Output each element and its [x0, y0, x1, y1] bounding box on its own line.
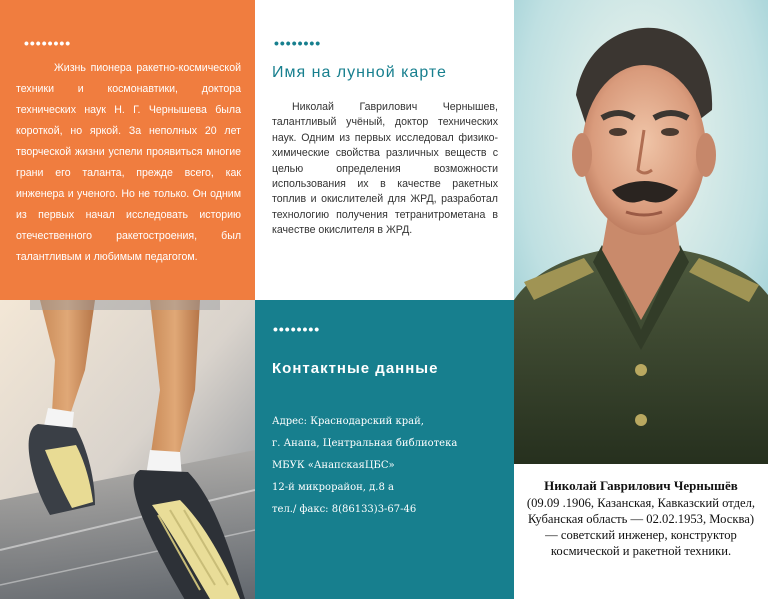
intro-panel [0, 0, 255, 300]
lunar-map-heading: Имя на лунной карте [272, 64, 447, 81]
intro-text: Жизнь пионера ракетно-космической техники и космонавтики, доктора технических наук Н. Г. Чернышева была короткой, но яркой. За неполных 20 лет творческой жизни успели проявиться многие грани его таланта, прежде всего, как инженера и ученого. Но не только. Он одним из первых начал исследовать историю отечественного ракетостроения, был талантливым и любимым педагогом. [16, 62, 241, 263]
caption-name: Николай Гаврилович Чернышёв [544, 478, 738, 493]
runner-illustration [0, 300, 255, 599]
lunar-map-text: Николай Гаврилович Чернышев, талантливый учёный, доктор технических наук. Одним из первых исследовал физико-химические свойства различных веществ с целью определения возможности использования их в качестве ракетных топлив и окислителей для ЖРД, разработал технологию получения тетранитрометана в качестве окислителя в ЖРД. [272, 101, 498, 237]
portrait-photo [514, 0, 768, 464]
contacts-heading: Контактные данные [272, 360, 439, 377]
lunar-map-panel [255, 0, 514, 300]
contact-address-line: Адрес: Краснодарский край, [272, 416, 424, 427]
contact-org-line: МБУК «АнапскаяЦБС» [272, 460, 395, 471]
caption-bio: (09.09 .1906, Казанская, Кавказский отдел, Кубанская область — 02.02.1953, Москва) — советский инженер, конструктор космической и ракетной техники. [526, 496, 756, 558]
contact-street-line: 12-й микрорайон, д.8 а [272, 482, 394, 493]
contact-city-line: г. Анапа, Центральная библиотека [272, 438, 458, 449]
contacts-panel [255, 300, 514, 599]
portrait-caption [514, 464, 768, 599]
contact-phone-line: тел./ факс: 8(86133)3-67-46 [272, 504, 417, 515]
portrait-illustration [514, 0, 768, 464]
dots-decoration: •••••••• [24, 35, 72, 51]
dots-decoration: •••••••• [273, 321, 321, 337]
dots-decoration: •••••••• [274, 35, 322, 51]
runner-photo [0, 300, 255, 599]
